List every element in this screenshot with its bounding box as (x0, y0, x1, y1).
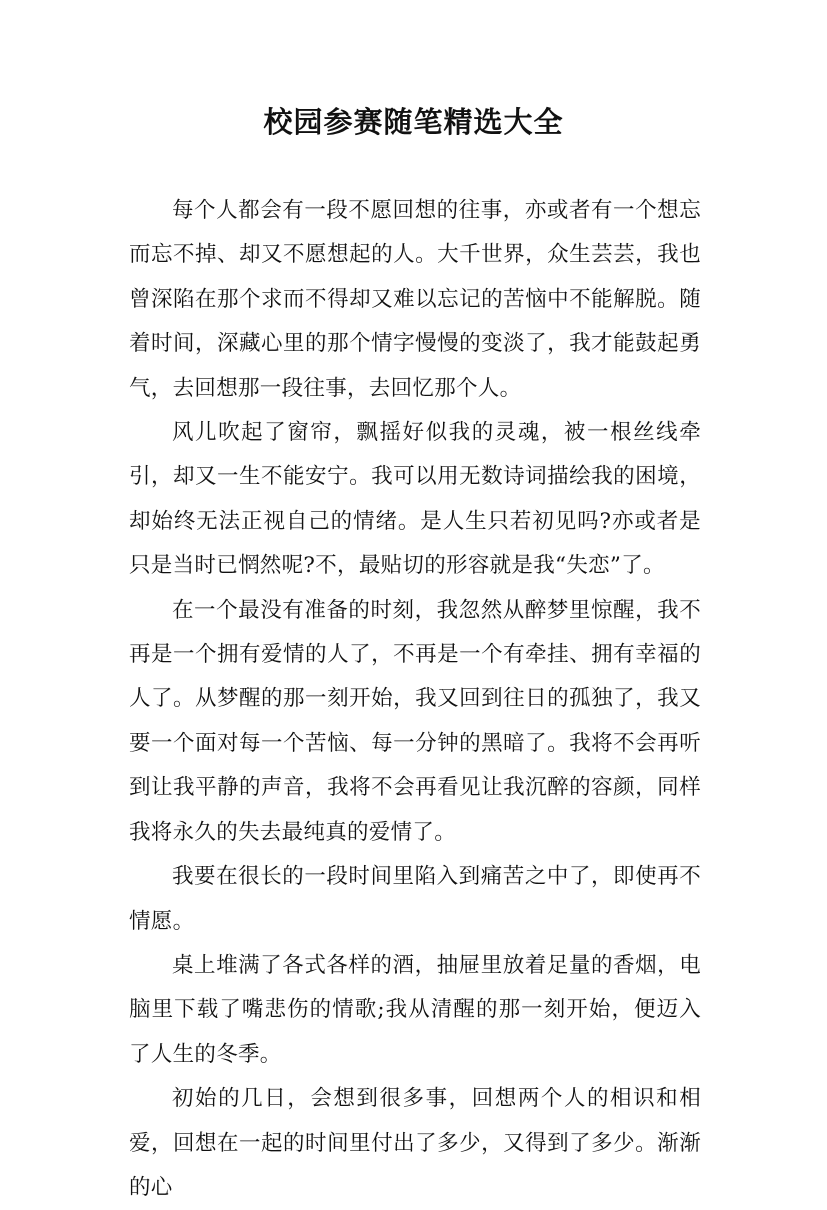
document-body (129, 189, 701, 1210)
paragraph-2: 风儿吹起了窗帘，飘摇好似我的灵魂，被一根丝线牵引，却又一生不能安宁。我可以用无数诗词描绘我的困境，却始终无法正视自己的情绪。是人生只若初见吗?亦或者是只是当时已惘然呢?不，最贴切的形容就是我“失恋”了。 (129, 420, 701, 579)
document-title: 校园参赛随笔精选大全 (263, 105, 564, 139)
paragraph-3: 在一个最没有准备的时刻，我忽然从醉梦里惊醒，我不再是一个拥有爱情的人了，不再是一个有牵挂、拥有幸福的人了。从梦醒的那一刻开始，我又回到往日的孤独了，我又要一个面对每一个苦恼、每一分钟的黑暗了。我将不会再听到让我平静的声音，我将不会再看见让我沉醉的容颜，同样我将永久的失去最纯真的爱情了。 (129, 597, 701, 845)
paragraph-1: 每个人都会有一段不愿回想的往事，亦或者有一个想忘而忘不掉、却又不愿想起的人。大千世界，众生芸芸，我也曾深陷在那个求而不得却又难以忘记的苦恼中不能解脱。随着时间，深藏心里的那个情字慢慢的变淡了，我才能鼓起勇气，去回想那一段往事，去回忆那个人。 (129, 198, 701, 401)
paragraph-5: 桌上堆满了各式各样的酒，抽屉里放着足量的香烟，电脑里下载了嘴悲伤的情歌;我从清醒的那一刻开始，便迈入了人生的冬季。 (129, 952, 701, 1067)
paragraph-4: 我要在很长的一段时间里陷入到痛苦之中了，即使再不情愿。 (129, 864, 701, 934)
paragraph-6: 初始的几日，会想到很多事，回想两个人的相识和相爱，回想在一起的时间里付出了多少，又得到了多少。渐渐的心 (129, 1086, 701, 1200)
